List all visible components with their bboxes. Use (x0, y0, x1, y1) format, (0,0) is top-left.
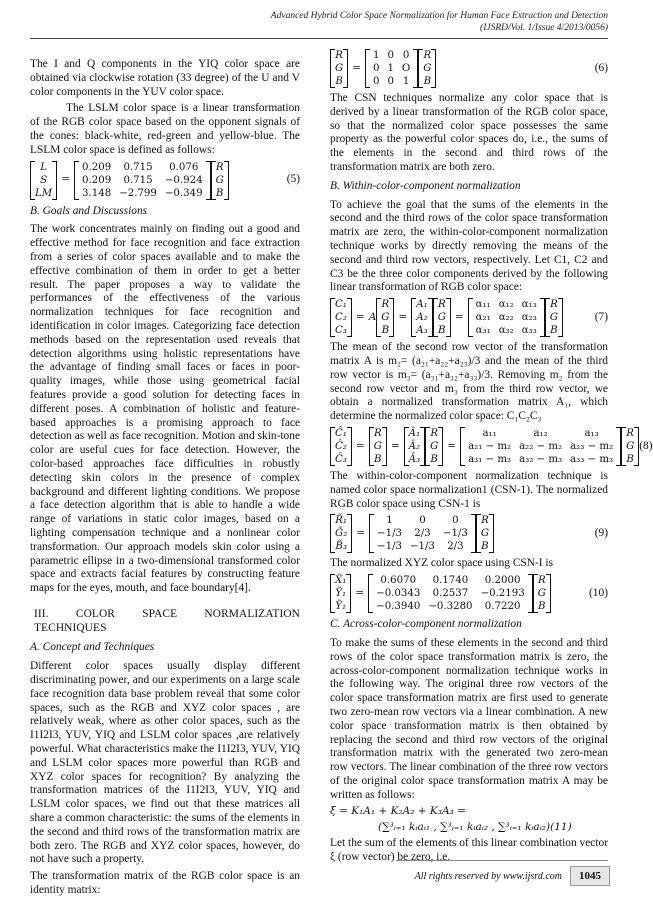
header-rule (30, 38, 608, 39)
rhs-vector: R G B (533, 574, 551, 613)
equals-sign: = (356, 526, 366, 539)
row-vector-stack: A₁ A₂ A₃ (411, 298, 432, 337)
equation-10 (330, 574, 608, 613)
paragraph-yiq: The I and Q components in the YIQ color space are obtained via clockwise rotation (33 degree) of the U and V color components in the YUV color space. (30, 58, 300, 98)
transformation-matrix: α₁₁ α₁₂ α₁₃ α₂₁ α₂₂ α₂₃ α₃₁ α₃₂ α₃₃ (468, 298, 545, 337)
rhs-vector: R G B (545, 298, 563, 337)
paragraph-xyz: The normalized XYZ color space using CSN-I is (330, 557, 554, 570)
equation-number: (8) (639, 439, 653, 452)
equals-sign: = (355, 310, 365, 323)
footer-rights: All rights reserved by www.ijsrd.com (414, 870, 562, 882)
equation-5 (30, 161, 300, 200)
equation-number: (7) (594, 310, 608, 323)
rgb-vector: R G B (433, 298, 451, 337)
equation-number: (6) (594, 61, 608, 74)
equals-sign: = (398, 310, 408, 323)
equals-sign: = (454, 310, 464, 323)
transformation-matrix: 0.209 0.715 0.076 0.209 0.715 −0.924 3.148 −2.799 −0.349 (74, 161, 211, 200)
left-column (30, 58, 300, 901)
paragraph-mean: The mean of the second row vector of the transformation matrix A is m₂= (a₂₁+a₂₂+a₂₃)/3 and the mean of the third row vector is m₃= (a₃₁+a₃₂+a₃₃)/3. Removing m₂ from the second row vector and m₃ from the third row vector, we obtain a normalized transformation matrix A₁, which determine the normalized color space: C₁C₂C₃ (330, 341, 608, 423)
paragraph-rgb-identity: The transformation matrix of the RGB color space is an identity matrix: (30, 870, 300, 897)
rhs-vector: R G B (418, 49, 436, 88)
lhs-vector: R G B (330, 49, 348, 88)
rgb-vector: R G B (425, 427, 443, 466)
equation-11-line1: ξ = K₁A₁ + K₂A₂ + K₃A₃ = (330, 805, 466, 818)
equation-11-line2: (∑³ᵢ₌₁ kᵢaᵢ₁ , ∑³ᵢ₌₁ kᵢaᵢ₂ , ∑³ᵢ₌₁ kᵢaᵢ₂)(11) (378, 821, 572, 834)
subheading-concept: A. Concept and Techniques (30, 641, 155, 654)
paragraph-within: To achieve the goal that the sums of the elements in the second and the third rows of the color space transformation matrix are zero, the within-color-component normalization technique works by directly removing the means of the second and third row vectors, respectively. Let C1, C2 and C3 be the three color components derived by the following linear transformation of RGB color space: (330, 198, 608, 294)
page-number: 1045 (570, 866, 610, 886)
rgb-vector: R G B (376, 298, 394, 337)
equation-number: (9) (594, 526, 608, 539)
lhs-vector: L S LM (30, 161, 57, 200)
transformation-matrix: 1 0 0 −1/3 2/3 −1/3 −1/3 −1/3 2/3 (369, 514, 476, 553)
equation-8 (330, 427, 653, 466)
equation-number: (5) (286, 173, 300, 186)
running-header (271, 10, 608, 34)
rhs-vector: R G B (211, 161, 229, 200)
paragraph-goals: The work concentrates mainly on finding out a good and effective method for face recognition and face extraction from a series of color spaces available and to make the effective combination of them in order to get a better result. The paper proposes a way to validate the performances of the effectiveness of the various normalization techniques for face recognition and identification in color images. Categorizing face detection methods based on the representation used reveals that detection algorithms using holistic representations have the advantage of finding small faces or faces in poor-quality images, while those using geometrical facial features provide a good solution for detecting faces in different poses. A combination of holistic and feature-based approaches is a promising approach to face detection as well as face recognition. Motion and skin-tone color are useful cues for face detection. However, the color-based approaches face difficulties in robustly detecting skin colors in the presence of complex background and different lighting conditions. We propose a face detection algorithm that is able to handle a wide range of variations in static color images, based on a lighting compensation technique and a nonlinear color transformation. Our approach models skin color using a parametric ellipse in a two-dimensional transformed color space and extracts facial features by constructing feature maps for the eyes, mouth, and face boundary[4]. (30, 223, 300, 595)
paragraph-sum-zero: Let the sum of the elements of this linear combination vector ξ (row vector) be zero, i.e. (330, 837, 608, 863)
paragraph-csn: The CSN techniques normalize any color space that is derived by a linear transformation of the RGB color space, so that the normalized color space possesses the same property as the powerful color spaces do, i.e., the sums of the elements in the second and third rows of the transformation matrix are both zero. (330, 92, 608, 173)
lhs-vector: R̃₁ G̃₂ B̃₃ (330, 514, 352, 553)
paragraph-csn1: The within-color-component normalization technique is named color space normalization1 (CSN-1). The normalized RGB color space using CSN-1 is (330, 469, 608, 510)
equation-7 (330, 298, 608, 337)
paragraph-lslm: The LSLM color space is a linear transformation of the RGB color space based on the opponent signals of the cones: black-white, red-green and yellow-blue. The LSLM color space is defined as follows: (30, 102, 300, 156)
transformation-matrix: a₁₁ a₁₂ a₁₃ a₂₁ − m₂ a₂₂ − m₂ a₂₃ − m₂ a₃₁ − m₃ a₃₂ − m₃ a₃₃ − m₃ (460, 427, 621, 466)
paragraph-concept: Different color spaces usually display different discriminating power, and our experiments on a large scale face recognition data base problem reveal that some color spaces, such as the RGB and XYZ color spaces , are relatively weak, where as other color spaces, such as the I1I2I3, YUV, YIQ and LSLM color spaces ,are relatively powerful. What characteristics make the I1I2I3, YUV, YIQ and LSLM color spaces more powerful than RGB and XYZ color spaces for recognition? By analyzing the transformation matrices of the I1I2I3, YUV, YIQ and LSLM color spaces, we find out that these matrices all share a common characteristic: the sums of the elements in the second and third rows of the transformation matrix are both zero. The RGB and XYZ color spaces, however, do not have such a property. (30, 660, 300, 866)
subheading-across: C. Across-color-component normalization (330, 618, 522, 631)
equals-sign: = (447, 439, 457, 452)
subheading-within: B. Within-color-component normalization (330, 179, 521, 192)
lhs-vector: C₁ C₂ C₃ (330, 298, 352, 337)
header-issue: (IJSRD/Vol. 1/Issue 4/2013/0056) (480, 23, 608, 33)
equals-sign: = (61, 173, 71, 186)
paragraph-across: To make the sums of these elements in the second and third rows of the color space transformation matrix is zero, the across-color-component normalization technique works in the following way. The original three row vectors of the color space transformation matrix are first used to generate two zero-mean row vectors via a linear combination. A new color space transformation matrix is then obtained by replacing the second and third row vectors of the original transformation matrix with the generated two zero-mean row vectors. The linear combination of the three row vectors of the original color space transformation matrix A may be written as follows: (330, 636, 608, 801)
header-title: Advanced Hybrid Color Space Normalization for Human Face Extraction and Detection (270, 11, 608, 21)
rhs-vector: R G B (476, 514, 494, 553)
equation-6 (330, 49, 608, 88)
lhs-vector: Ĉ₁ Ĉ₂ Ĉ₃ (330, 427, 352, 466)
equals-sign: = (390, 439, 400, 452)
lhs-vector: X̃₁ Ỹ₁ Ỹ₁ (330, 574, 351, 613)
equals-sign: = (352, 61, 361, 74)
equals-sign: = (355, 586, 365, 599)
section-heading-3: III. COLOR SPACE NORMALIZATION TECHNIQUES (34, 607, 300, 634)
subheading-goals: B. Goals and Discussions (30, 204, 148, 217)
footer-rule (396, 860, 608, 861)
rhs-vector: R G B (621, 427, 639, 466)
equals-sign: = (355, 439, 365, 452)
transformation-matrix: 0.6070 0.1740 0.2000 −0.0343 0.2537 −0.2193 −0.3940 −0.3280 0.7220 (368, 574, 533, 613)
equation-9 (330, 514, 608, 553)
equation-number: (10) (589, 586, 608, 599)
transformation-matrix: 1 0 0 0 1 O 0 0 1 (365, 49, 418, 88)
right-column (330, 46, 653, 868)
matrix-symbol: A (368, 310, 377, 323)
page-footer (415, 866, 610, 886)
row-vector-stack: Â₁ Â₂ Â₃ (404, 427, 425, 466)
rgb-vector: R G B (369, 427, 387, 466)
